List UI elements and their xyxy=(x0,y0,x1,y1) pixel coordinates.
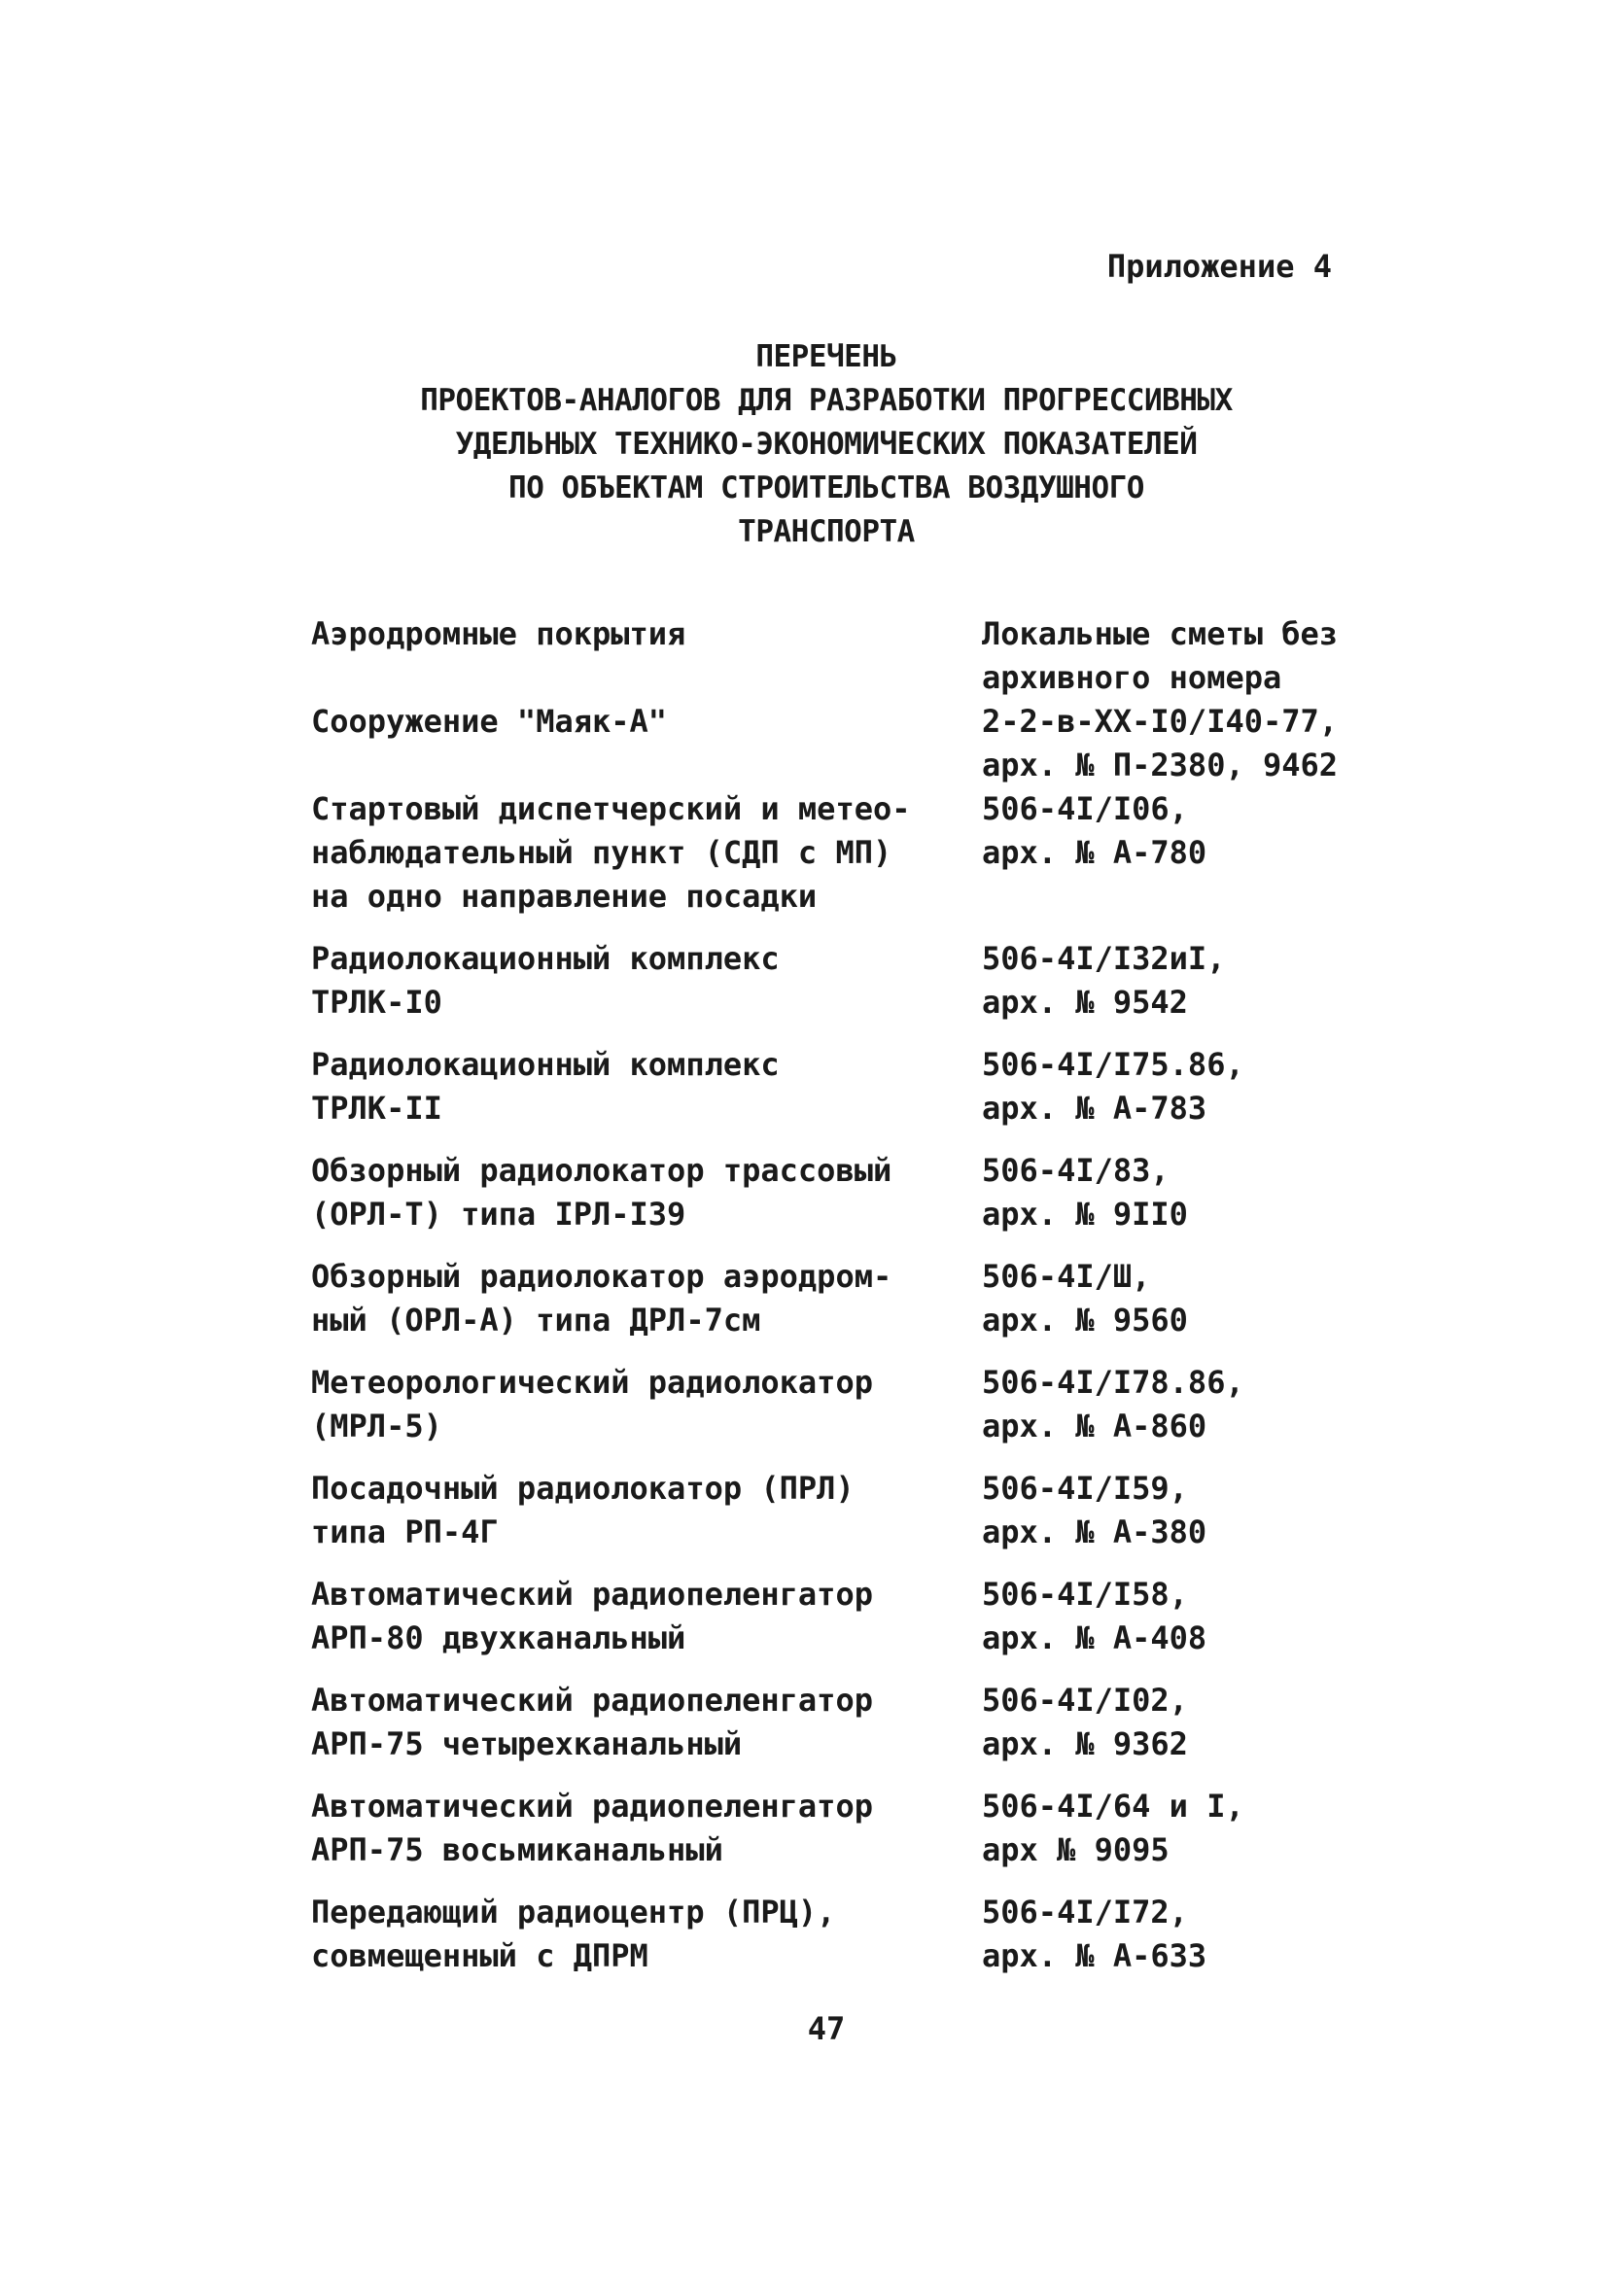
item-name: Автоматический радиопеленгатор АРП-75 четырехканальный xyxy=(311,1682,873,1762)
list-item xyxy=(311,1255,1361,1342)
list-item xyxy=(311,1891,1361,1978)
item-reference: 506-4I/Ш, арх. № 9560 xyxy=(982,1258,1188,1339)
item-reference: 506-4I/I78.86, арх. № А-860 xyxy=(982,1364,1244,1444)
document-title xyxy=(292,335,1361,554)
item-name: Метеорологический радиолокатор (МРЛ-5) xyxy=(311,1364,873,1444)
list-item xyxy=(311,1149,1361,1236)
list-item xyxy=(311,700,1361,787)
title-line-4: ПО ОБЪЕКТАМ СТРОИТЕЛЬСТВА ВОЗДУШНОГО xyxy=(508,470,1144,505)
list-item xyxy=(311,1361,1361,1448)
title-line-2: ПРОЕКТОВ-АНАЛОГОВ ДЛЯ РАЗРАБОТКИ ПРОГРЕССИВНЫХ xyxy=(420,383,1233,418)
item-name: Обзорный радиолокатор аэродром- ный (ОРЛ-А) типа ДРЛ-7см xyxy=(311,1258,892,1339)
item-name: Посадочный радиолокатор (ПРЛ) типа РП-4Г xyxy=(311,1470,855,1550)
item-reference: 506-4I/64 и I, арх № 9095 xyxy=(982,1788,1244,1868)
appendix-label: Приложение 4 xyxy=(1106,248,1332,285)
page-number: 47 xyxy=(807,2010,846,2047)
list-item xyxy=(311,937,1361,1025)
item-reference: 506-4I/I75.86, арх. № А-783 xyxy=(982,1046,1244,1127)
item-reference: 506-4I/I02, арх. № 9362 xyxy=(982,1682,1188,1762)
item-name: Сооружение "Маяк-А" xyxy=(311,703,668,740)
item-reference: 506-4I/I32иI, арх. № 9542 xyxy=(982,940,1226,1021)
item-reference: 506-4I/I58, арх. № А-408 xyxy=(982,1576,1207,1656)
item-reference: 506-4I/I06, арх. № А-780 xyxy=(982,790,1207,871)
title-line-3: УДЕЛЬНЫХ ТЕХНИКО-ЭКОНОМИЧЕСКИХ ПОКАЗАТЕЛЕЙ xyxy=(455,427,1198,462)
item-reference: 506-4I/83, арх. № 9II0 xyxy=(982,1152,1188,1233)
item-name: Обзорный радиолокатор трассовый (ОРЛ-Т) типа IРЛ-I39 xyxy=(311,1152,892,1233)
item-name: Радиолокационный комплекс ТРЛК-I0 xyxy=(311,940,780,1021)
project-list xyxy=(311,612,1361,1978)
list-item xyxy=(311,1467,1361,1554)
list-item xyxy=(311,612,1361,700)
item-name: Автоматический радиопеленгатор АРП-75 восьмиканальный xyxy=(311,1788,873,1868)
item-name: Автоматический радиопеленгатор АРП-80 двухканальный xyxy=(311,1576,873,1656)
item-name: Аэродромные покрытия xyxy=(311,615,686,652)
title-line-5: ТРАНСПОРТА xyxy=(738,514,915,549)
list-item xyxy=(311,1043,1361,1131)
title-line-1: ПЕРЕЧЕНЬ xyxy=(755,339,897,374)
list-item xyxy=(311,1573,1361,1660)
list-item xyxy=(311,1785,1361,1872)
item-reference: 2-2-в-XX-I0/I40-77, арх. № П-2380, 9462 xyxy=(982,703,1339,783)
item-name: Стартовый диспетчерский и метео- наблюдательный пункт (СДП с МП) на одно направление посадки xyxy=(311,790,911,915)
item-name: Радиолокационный комплекс ТРЛК-II xyxy=(311,1046,780,1127)
list-item xyxy=(311,787,1361,919)
item-reference: 506-4I/I59, арх. № А-380 xyxy=(982,1470,1207,1550)
list-item xyxy=(311,1679,1361,1766)
item-reference: 506-4I/I72, арх. № А-633 xyxy=(982,1894,1207,1974)
item-reference: Локальные сметы без архивного номера xyxy=(982,615,1339,696)
item-name: Передающий радиоцентр (ПРЦ), совмещенный с ДПРМ xyxy=(311,1894,836,1974)
